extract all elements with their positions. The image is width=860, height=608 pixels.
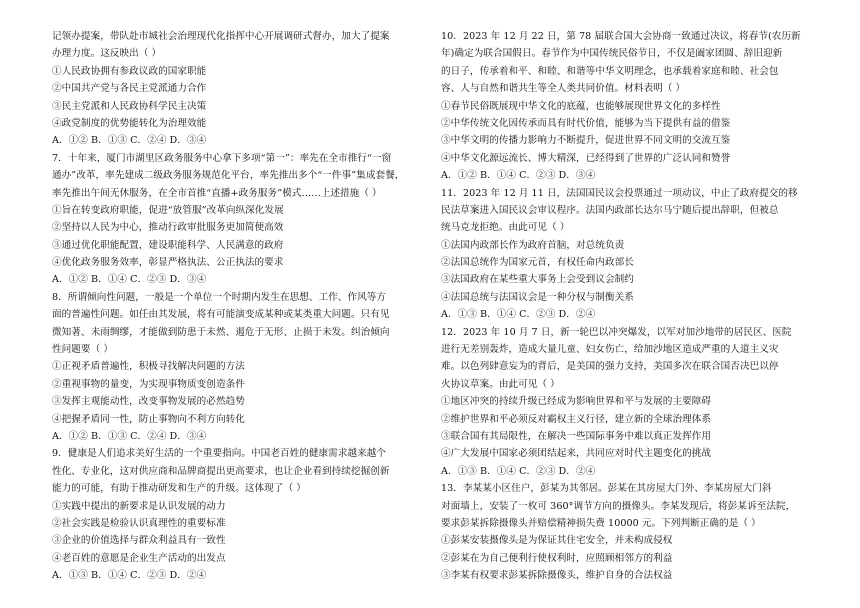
text-line: A．①② B．①④ C．②③ D．③④ (441, 170, 596, 182)
text-line: 火协议草案。由此可见（ ） (441, 378, 560, 390)
text-line: A．①② B．①③ C．②④ D．③④ (52, 135, 207, 147)
text-line: A．①③ B．①④ C．②③ D．②④ (441, 465, 596, 477)
text-line: ②中华传统文化因传承而具有时代价值，能够为当下提供有益的借鉴 (441, 117, 731, 129)
text-line: 统马克龙拒绝。由此可见（ ） (441, 222, 570, 234)
text-line: 7．十年来，厦门市湖里区政务服务中心拿下多项“第一”：率先在全市推行“一窗 (52, 152, 392, 164)
text-line: ③通过优化职能配置，建设职能科学、人民满意的政府 (52, 239, 284, 251)
text-line: ③法国政府在某些重大事务上会受到议会制约 (441, 274, 634, 286)
text-line: 率先推出午间无休服务，在全市首推“直播+政务服务”模式……上述措施（ ） (52, 187, 382, 199)
text-line: ①正视矛盾普遍性，积极寻找解决问题的方法 (52, 361, 245, 373)
text-line: ②重视事物的量变，为实现事物质变创造条件 (52, 378, 245, 390)
text-line: ①彭某安装摄像头是为保证其住宅安全，并未构成侵权 (441, 535, 673, 547)
text-line: 容、人与自然和谐共生等全人类共同价值。材料表明（ ） (441, 83, 686, 95)
text-line: ③李某有权要求彭某拆除摄像头，维护自身的合法权益 (441, 570, 673, 582)
text-line: 办理力度。这反映出（ ） (52, 48, 162, 60)
text-line: A．①② B．①③ C．②④ D．③④ (52, 430, 207, 442)
text-line: ①实践中提出的新要求是认识发展的动力 (52, 500, 226, 512)
text-line: 性问题要（ ） (52, 344, 113, 356)
text-line: ③民主党派和人民政协科学民主决策 (52, 100, 207, 112)
text-line: 对面墙上，安装了一枚可 360°调节方向的摄像头。李某发现后，将彭某诉至法院， (441, 500, 796, 512)
text-line: ②法国总统作为国家元首，有权任命内政部长 (441, 257, 634, 269)
text-line: 性化、专业化，这对供应商和品牌商提出更高要求，也让企业看到持续挖掘创新 (52, 465, 390, 477)
text-line: 微知著、未雨绸缪，才能做到防患于未然、遏危于无形、止损于未发。纠治倾向 (52, 326, 390, 338)
text-line: ②坚持以人民为中心，推动行政审批服务更加简便高效 (52, 222, 284, 234)
left-column (52, 28, 414, 585)
text-line: 记领办提案，带队赴市城社会治理现代化指挥中心开展调研式督办，加大了提案 (52, 31, 390, 42)
text-line: 通办”改革，率先建成二级政务服务规范化平台，率先推出多个“一件事”集成套餐， (52, 170, 405, 182)
text-line: ④政党制度的优势能转化为治理效能 (52, 117, 207, 129)
text-line: ④老百姓的意愿是企业生产活动的出发点 (52, 552, 226, 564)
text-line: A．①② B．①④ C．②③ D．③④ (52, 274, 207, 286)
text-line: 8．所谓倾向性问题，一般是一个单位一个时期内发生在思想、工作、作风等方 (52, 291, 387, 303)
text-line: ③发挥主观能动性，改变事物发展的必然趋势 (52, 396, 245, 408)
text-line: ③中华文明的传播力影响力不断提升，促进世界不同文明的交流互鉴 (441, 135, 731, 147)
text-line: 的日子，传承着和平、和睦、和谐等中华文明理念，也承载着家庭和睦、社会包 (441, 65, 779, 77)
text-line: 进行无差别轰炸，造成大量儿童、妇女伤亡，给加沙地区造成严重的人道主义灾 (441, 344, 779, 356)
text-line: ①春节民俗既展现中华文化的底蕴，也能够展现世界文化的多样性 (441, 100, 721, 112)
text-line: ④优化政务服务效率，彰显严格执法、公正执法的要求 (52, 257, 284, 269)
text-line: A．①③ B．①④ C．②③ D．②④ (52, 570, 207, 582)
text-line: ②彭某在为自己便利行使权利时，应照顾相邻方的利益 (441, 552, 673, 564)
text-line: 年)确定为联合国假日。春节作为中国传统民俗节日，不仅是阖家团圆、辞旧迎新 (441, 48, 783, 60)
text-line: ②社会实践是检验认识真理性的重要标准 (52, 517, 226, 529)
text-line: 10．2023 年 12 月 22 日，第 78 届联合国大会协商一致通过决议，将春节(农历新 (441, 31, 801, 42)
text-line: A．①③ B．①④ C．②③ D．②④ (441, 309, 596, 321)
text-line: 9．健康是人们追求美好生活的一个重要指向。中国老百姓的健康需求越来越个 (52, 448, 387, 460)
text-line: ④广大发展中国家必须团结起来，共同应对时代主题变化的挑战 (441, 448, 712, 460)
text-line: ①地区冲突的持续升级已经成为影响世界和平与发展的主要障碍 (441, 396, 712, 408)
text-line: ①旨在转变政府职能，促进“放管服”改革向纵深化发展 (52, 204, 284, 216)
text-line: ④法国总统与法国议会是一种分权与制衡关系 (441, 291, 634, 303)
text-line: ③联合国有其局限性，在解决一些国际事务中难以真正发挥作用 (441, 430, 712, 442)
text-line: 11．2023 年 12 月 11 日，法国国民议会投票通过一项动议，中止了政府提交的移 (441, 187, 798, 199)
text-line: 12．2023 年 10 月 7 日，新一轮巴以冲突爆发，以军对加沙地带的居民区、医院 (441, 326, 792, 338)
text-line: ①人民政协拥有参政议政的国家职能 (52, 65, 207, 77)
right-column (441, 28, 809, 585)
text-line: 民法草案进入国民议会审议程序。法国内政部长达尔马宁随后提出辞职，但被总 (441, 204, 779, 216)
text-line: ④中华文化源远流长、博大精深，已经得到了世界的广泛认同和赞誉 (441, 152, 731, 164)
text-line: ①法国内政部长作为政府首脑，对总统负责 (441, 239, 625, 251)
text-line: 面的普遍性问题。如任由其发展，将有可能演变成某种或某类重大问题。只有见 (52, 309, 390, 321)
text-line: ②中国共产党与各民主党派通力合作 (52, 83, 207, 95)
text-line: 能力的可能，有助于推动研发和生产的升级。这体现了（ ） (52, 483, 306, 495)
text-line: ④把握矛盾同一性，防止事物向不利方向转化 (52, 413, 245, 425)
text-line: ②维护世界和平必须反对霸权主义行径，建立新的全球治理体系 (441, 413, 712, 425)
text-line: 难。以色列肆意妄为的背后，是美国的强力支持，美国多次在联合国否决巴以停 (441, 361, 779, 373)
text-line: 要求彭某拆除摄像头并赔偿精神损失费 10000 元。下列判断正确的是（ ） (441, 517, 761, 529)
text-line: ③企业的价值选择与群众利益具有一致性 (52, 535, 226, 547)
text-line: 13．李某某小区住户，彭某为其邻居。彭某在其房屋大门外、李某房屋大门斜 (441, 483, 772, 495)
